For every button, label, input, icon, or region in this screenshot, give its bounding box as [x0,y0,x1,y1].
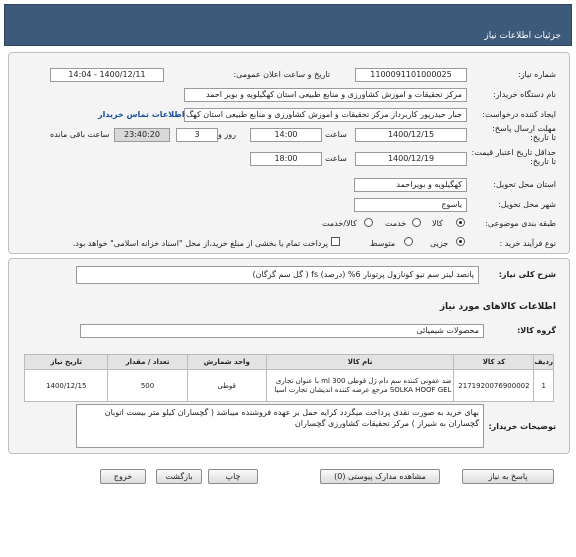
general-desc-field: پانصد لیتر سم تیو کونازول پرتونار 6% (درصد) fs ( گل سم گرگان) [76,266,479,284]
category-option-service: خدمت [385,219,407,228]
buyer-org-label: نام دستگاه خریدار: [493,90,556,99]
buyer-contact-link[interactable]: اطلاعات تماس خریدار [98,110,185,119]
cell-name: ضد عفونی کننده سم دام ژل قوطی 300 ml با عنوان تجاری SOLKA HOOF GEL مرجع عرضه کننده اندیشان تجارت اسیا [266,370,454,402]
cell-unit: قوطی [187,370,266,402]
col-date: تاریخ نیاز [25,355,108,370]
delivery-province-field: کهگیلویه و بویراحمد [354,178,467,192]
announce-datetime-field: 1400/12/11 - 14:04 [50,68,164,82]
category-option-goods: کالا [432,219,443,228]
cell-date: 1400/12/15 [25,370,108,402]
reply-deadline-time: 14:00 [250,128,322,142]
reply-deadline-date: 1400/12/15 [355,128,467,142]
goods-table [24,354,554,402]
reply-deadline-label: مهلت ارسال پاسخ: تا تاریخ: [492,124,556,142]
treasury-bonds-checkbox[interactable] [331,237,340,246]
col-qty: تعداد / مقدار [108,355,187,370]
cell-code: 2171920076900002 [454,370,534,402]
cell-row: 1 [534,370,554,402]
goods-group-field: محصولات شیمیائی [80,324,484,338]
delivery-city-label: شهر محل تحویل: [498,200,556,209]
cell-qty: 500 [108,370,187,402]
col-name: نام کالا [266,355,454,370]
col-code: کد کالا [454,355,534,370]
buyer-notes-field: بهای خرید به صورت نقدی پرداخت میگردد کرایه حمل بر عهده فروشنده میباشد ( گچساران کیلو متر بیست اتوبان گچساران به شیراز ) مرکز تحقیقات کشاورزی گچساران [76,404,484,448]
col-row: ردیف [534,355,554,370]
buyer-org-field: مرکز تحقیقات و اموزش کشاورزی و منابع طبیعی استان کهگیلویه و بویر احمد [184,88,467,102]
general-desc-label: شرح کلی نیاز: [498,270,556,279]
announce-datetime-label: تاریخ و ساعت اعلان عمومی: [233,70,330,79]
reply-button[interactable]: پاسخ به نیاز [462,469,554,484]
remaining-label: ساعت باقی مانده [50,130,110,139]
delivery-province-label: استان محل تحویل: [493,180,556,189]
price-time-label: ساعت [325,154,347,163]
category-radio-goods-service[interactable] [364,218,373,227]
print-button[interactable]: چاپ [208,469,258,484]
requester-field: جبار حیدرپور کاربرداز مرکز تحقیقات و اموزش کشاورزی و منابع طبیعی استان کهگ [184,108,467,122]
category-option-goods-service: کالا/خدمت [322,219,357,228]
goods-info-heading: اطلاعات کالاهای مورد نیاز [439,302,556,312]
price-validity-label: حداقل تاریخ اعتبار قیمت: تا تاریخ: [471,148,556,166]
treasury-bonds-text: پرداخت تمام یا بخشی از مبلغ خرید،از محل "اسناد خزانه اسلامی" خواهد بود. [72,239,328,248]
reply-time-label: ساعت [325,130,347,139]
process-option-medium: متوسط [370,239,396,248]
table-header-row [25,355,554,370]
need-number-field: 1100091101000025 [355,68,467,82]
exit-button[interactable]: خروج [100,469,146,484]
price-validity-date: 1400/12/19 [355,152,467,166]
page-title: جزئیات اطلاعات نیاز [484,31,561,41]
buyer-notes-label: توضیحات خریدار: [488,422,556,431]
need-number-label: شماره نیاز: [518,70,556,79]
days-label: روز و [218,130,236,139]
process-radio-minor[interactable] [456,237,465,246]
col-unit: واحد شمارش [187,355,266,370]
countdown-timer: 23:40:20 [114,128,170,142]
category-radio-goods[interactable] [456,218,465,227]
process-radio-medium[interactable] [404,237,413,246]
delivery-city-field: یاسوج [354,198,467,212]
category-label: طبقه بندی موضوعی: [485,219,556,228]
goods-group-label: گروه کالا: [517,326,556,335]
process-option-minor: جزیی [430,239,449,248]
page-header [4,4,572,46]
table-row [25,370,554,402]
days-remaining: 3 [176,128,218,142]
requester-label: ایجاد کننده درخواست: [482,110,556,119]
attachments-button[interactable]: مشاهده مدارک پیوستی (0) [320,469,440,484]
back-button[interactable]: بازگشت [156,469,202,484]
price-validity-time: 18:00 [250,152,322,166]
category-radio-service[interactable] [412,218,421,227]
purchase-process-label: نوع فرآیند خرید : [499,239,556,248]
